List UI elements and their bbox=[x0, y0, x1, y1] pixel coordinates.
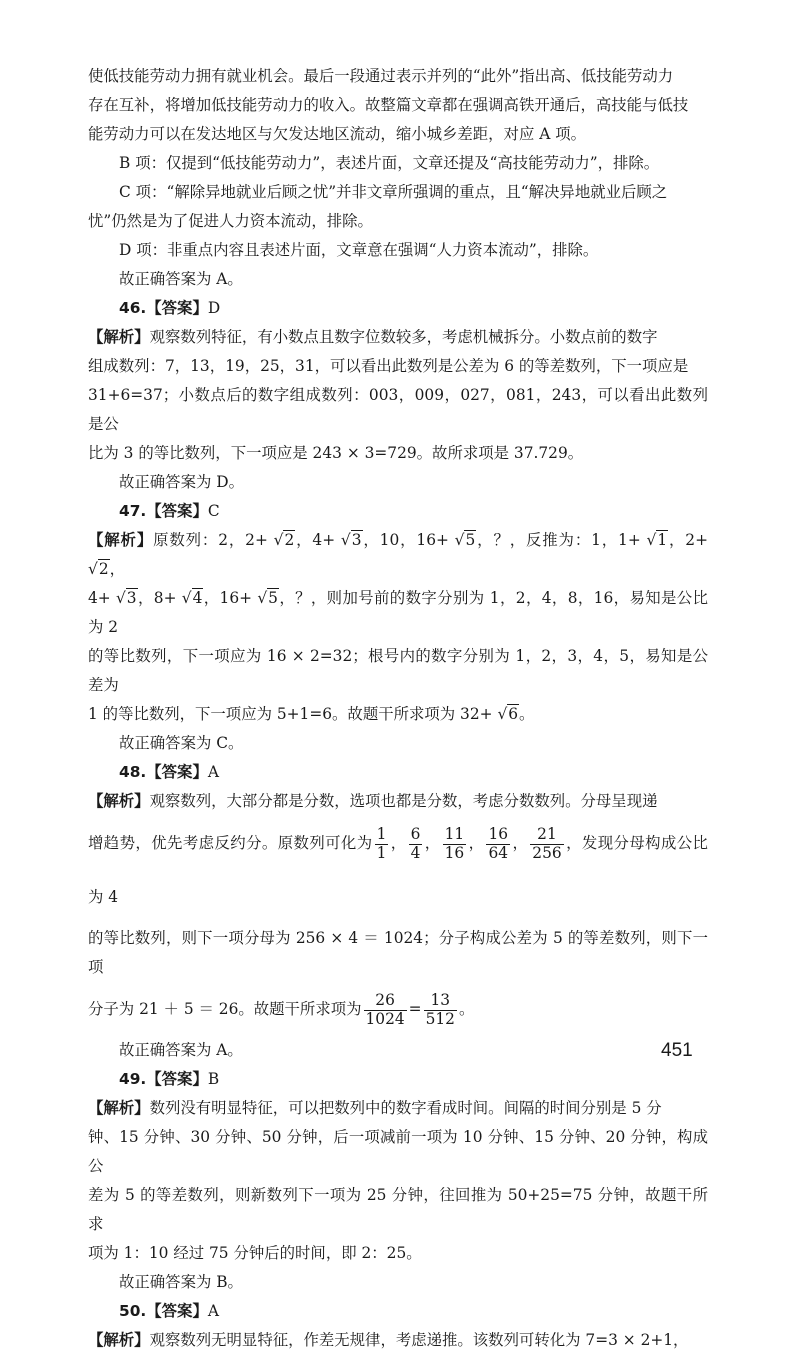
analysis-50 bbox=[88, 1326, 708, 1355]
answer-tag: 【答案】 bbox=[146, 299, 208, 317]
text-run: 。 bbox=[519, 705, 535, 723]
question-number: 50. bbox=[119, 1302, 147, 1320]
answer-letter: A bbox=[207, 1302, 219, 1320]
analysis-tag: 【解析】 bbox=[88, 792, 150, 810]
option-d-analysis: D 项：非重点内容且表述片面，文章意在强调“人力资本流动”，排除。 bbox=[119, 241, 599, 259]
answer-tag: 【答案】 bbox=[146, 502, 208, 520]
radicand: 3 bbox=[126, 589, 137, 607]
text-line: 的等比数列，下一项应为 16 × 2=32；根号内的数字分别为 1，2，3，4，5，易知是公差为 bbox=[88, 647, 708, 694]
text-line: 观察数列特征，有小数点且数字位数较多，考虑机械拆分。小数点前的数字 bbox=[149, 328, 658, 346]
numerator: 16 bbox=[488, 824, 509, 843]
text-line: 数列没有明显特征，可以把数列中的数字看成时间。间隔的时间分别是 5 分 bbox=[149, 1099, 662, 1117]
question-number: 48. bbox=[119, 763, 147, 781]
radicand: 2 bbox=[284, 531, 295, 549]
sqrt-2 bbox=[274, 530, 296, 549]
numerator: 6 bbox=[410, 824, 421, 843]
text-line: 钟、15 分钟、30 分钟、50 分钟，后一项减前一项为 10 分钟、15 分钟、20 分钟，构成公 bbox=[88, 1128, 708, 1175]
answer-heading-50 bbox=[88, 1297, 708, 1326]
text-run: 增趋势，优先考虑反约分。原数列可化为 bbox=[88, 834, 373, 852]
radical-sign: √ bbox=[115, 589, 126, 607]
text-run: ，？，则加号前的数字分别为 1，2，4，8，16，易知是公比为 2 bbox=[88, 589, 708, 636]
radicand: 6 bbox=[508, 705, 519, 723]
numerator: 1 bbox=[376, 824, 387, 843]
fraction bbox=[424, 992, 457, 1028]
radicand: 3 bbox=[351, 531, 362, 549]
radicand: 5 bbox=[465, 531, 476, 549]
text-run: 。 bbox=[458, 1000, 475, 1018]
conclusion-45: 故正确答案为 A。 bbox=[119, 270, 243, 288]
analysis-tag: 【解析】 bbox=[88, 1099, 150, 1117]
radicand: 4 bbox=[192, 589, 203, 607]
answer-heading-46 bbox=[88, 294, 708, 323]
text-line: C 项：“解除异地就业后顾之忧”并非文章所强调的重点，且“解决异地就业后顾之 bbox=[119, 183, 668, 201]
analysis-tag: 【解析】 bbox=[88, 1331, 150, 1349]
denominator: 64 bbox=[488, 843, 509, 862]
denominator: 1 bbox=[376, 843, 387, 862]
radical-sign: √ bbox=[454, 531, 465, 549]
analysis-47 bbox=[88, 526, 708, 729]
fraction bbox=[364, 992, 407, 1028]
text-run: 1 的等比数列，下一项应为 5+1=6。故题干所求项为 32+ bbox=[88, 705, 498, 723]
fraction-sequence-line bbox=[88, 816, 708, 924]
fraction bbox=[409, 826, 423, 862]
text-run: ， bbox=[109, 560, 126, 578]
conclusion-49: 故正确答案为 B。 bbox=[119, 1273, 243, 1291]
question-number: 49. bbox=[119, 1070, 147, 1088]
sqrt-5 bbox=[257, 588, 279, 607]
fraction bbox=[443, 826, 467, 862]
sqrt-4 bbox=[182, 588, 204, 607]
numerator: 21 bbox=[530, 826, 563, 845]
page-number: 451 bbox=[661, 1040, 693, 1061]
radical-sign: √ bbox=[181, 589, 192, 607]
radicand: 5 bbox=[268, 589, 278, 607]
text-line: 能劳动力可以在发达地区与欠发达地区流动，缩小城乡差距，对应 A 项。 bbox=[88, 125, 587, 143]
text-run: ，？，反推为：1，1+ bbox=[476, 531, 647, 549]
separator: ， bbox=[468, 834, 485, 852]
answer-letter: D bbox=[207, 299, 221, 317]
fraction bbox=[375, 826, 389, 862]
text-line: 忧”仍然是为了促进人力资本流动，排除。 bbox=[88, 212, 373, 230]
conclusion-48: 故正确答案为 A。 bbox=[119, 1041, 243, 1059]
radical-sign: √ bbox=[257, 589, 268, 607]
sqrt-2 bbox=[88, 559, 110, 578]
denominator: 512 bbox=[425, 1009, 455, 1028]
text-line: 观察数列无明显特征，作差无规律，考虑递推。该数列可转化为 7=3 × 2+1， bbox=[149, 1331, 689, 1349]
numerator: 26 bbox=[364, 992, 407, 1011]
denominator: 4 bbox=[410, 843, 421, 862]
text-line: 31+6=37；小数点后的数字组成数列：003，009，027，081，243，可以看出此数列是公 bbox=[88, 386, 708, 433]
fraction bbox=[486, 826, 510, 862]
denominator: 256 bbox=[532, 843, 562, 862]
sqrt-3 bbox=[116, 588, 138, 607]
sqrt-5 bbox=[455, 530, 477, 549]
text-line: 使低技能劳动力拥有就业机会。最后一段通过表示并列的“此外”指出高、低技能劳动力 bbox=[88, 67, 674, 85]
option-c-analysis bbox=[88, 178, 708, 236]
text-line: 组成数列：7，13，19，25，31，可以看出此数列是公差为 6 的等差数列，下一项应是 bbox=[88, 357, 689, 375]
conclusion-46: 故正确答案为 D。 bbox=[119, 473, 244, 491]
answer-letter: B bbox=[207, 1070, 220, 1088]
denominator: 16 bbox=[444, 843, 465, 862]
answer-heading-49 bbox=[88, 1065, 708, 1094]
text-run: ，发现分母构成公比为 4 bbox=[88, 834, 708, 906]
radical-sign: √ bbox=[273, 531, 284, 549]
radicand: 2 bbox=[98, 560, 109, 578]
text-run: ，2+ bbox=[668, 531, 708, 549]
analysis-46 bbox=[88, 323, 708, 468]
answer-letter: A bbox=[207, 763, 219, 781]
separator: ， bbox=[424, 834, 441, 852]
denominator: 1024 bbox=[365, 1009, 405, 1028]
text-line: 比为 3 的等比数列，下一项应是 243 × 3=729。故所求项是 37.729。 bbox=[88, 444, 584, 462]
analysis-tag: 【解析】 bbox=[88, 328, 150, 346]
text-line: 观察数列，大部分都是分数，选项也都是分数，考虑分数数列。分母呈现递 bbox=[149, 792, 658, 810]
answer-tag: 【答案】 bbox=[146, 1302, 208, 1320]
analysis-49 bbox=[88, 1094, 708, 1268]
paragraph-analysis-45 bbox=[88, 62, 708, 149]
sqrt-1 bbox=[647, 530, 669, 549]
radical-sign: √ bbox=[497, 705, 508, 723]
text-run: ，16+ bbox=[203, 589, 258, 607]
answer-tag: 【答案】 bbox=[146, 763, 208, 781]
question-number: 47. bbox=[119, 502, 147, 520]
answer-tag: 【答案】 bbox=[146, 1070, 208, 1088]
text-run: ，4+ bbox=[295, 531, 341, 549]
sqrt-3 bbox=[341, 530, 363, 549]
radical-sign: √ bbox=[340, 531, 351, 549]
sqrt-6 bbox=[497, 704, 519, 723]
answer-letter: C bbox=[207, 502, 220, 520]
answer-heading-47 bbox=[88, 497, 708, 526]
fraction-result-line bbox=[88, 982, 708, 1036]
separator: ， bbox=[512, 834, 529, 852]
text-run: 4+ bbox=[88, 589, 116, 607]
fraction bbox=[530, 826, 563, 862]
text-line: 差为 5 的等差数列，则新数列下一项为 25 分钟，往回推为 50+25=75 分钟，故题干所求 bbox=[88, 1186, 708, 1233]
option-b-analysis: B 项：仅提到“低技能劳动力”，表述片面，文章还提及“高技能劳动力”，排除。 bbox=[119, 154, 660, 172]
analysis-tag: 【解析】 bbox=[88, 531, 154, 549]
numerator: 13 bbox=[424, 992, 457, 1011]
text-line: 项为 1：10 经过 75 分钟后的时间，即 2：25。 bbox=[88, 1244, 422, 1262]
radical-sign: √ bbox=[646, 531, 657, 549]
text-line: 存在互补，将增加低技能劳动力的收入。故整篇文章都在强调高铁开通后，高技能与低技 bbox=[88, 96, 689, 114]
text-run: 原数列：2，2+ bbox=[153, 531, 274, 549]
separator: ， bbox=[390, 834, 407, 852]
answer-heading-48 bbox=[88, 758, 708, 787]
equals-sign: = bbox=[408, 1000, 422, 1018]
text-line: 的等比数列，则下一项分母为 256 × 4 ＝ 1024；分子构成公差为 5 的等差数列，则下一项 bbox=[88, 929, 708, 976]
radicand: 1 bbox=[657, 531, 668, 549]
radical-sign: √ bbox=[88, 560, 98, 578]
conclusion-47: 故正确答案为 C。 bbox=[119, 734, 244, 752]
analysis-48 bbox=[88, 787, 708, 816]
page-content bbox=[88, 62, 708, 1355]
question-number: 46. bbox=[119, 299, 147, 317]
text-run: ，10，16+ bbox=[362, 531, 455, 549]
text-run: ，8+ bbox=[137, 589, 182, 607]
numerator: 11 bbox=[444, 824, 465, 843]
text-run: 分子为 21 ＋ 5 ＝ 26。故题干所求项为 bbox=[88, 1000, 362, 1018]
